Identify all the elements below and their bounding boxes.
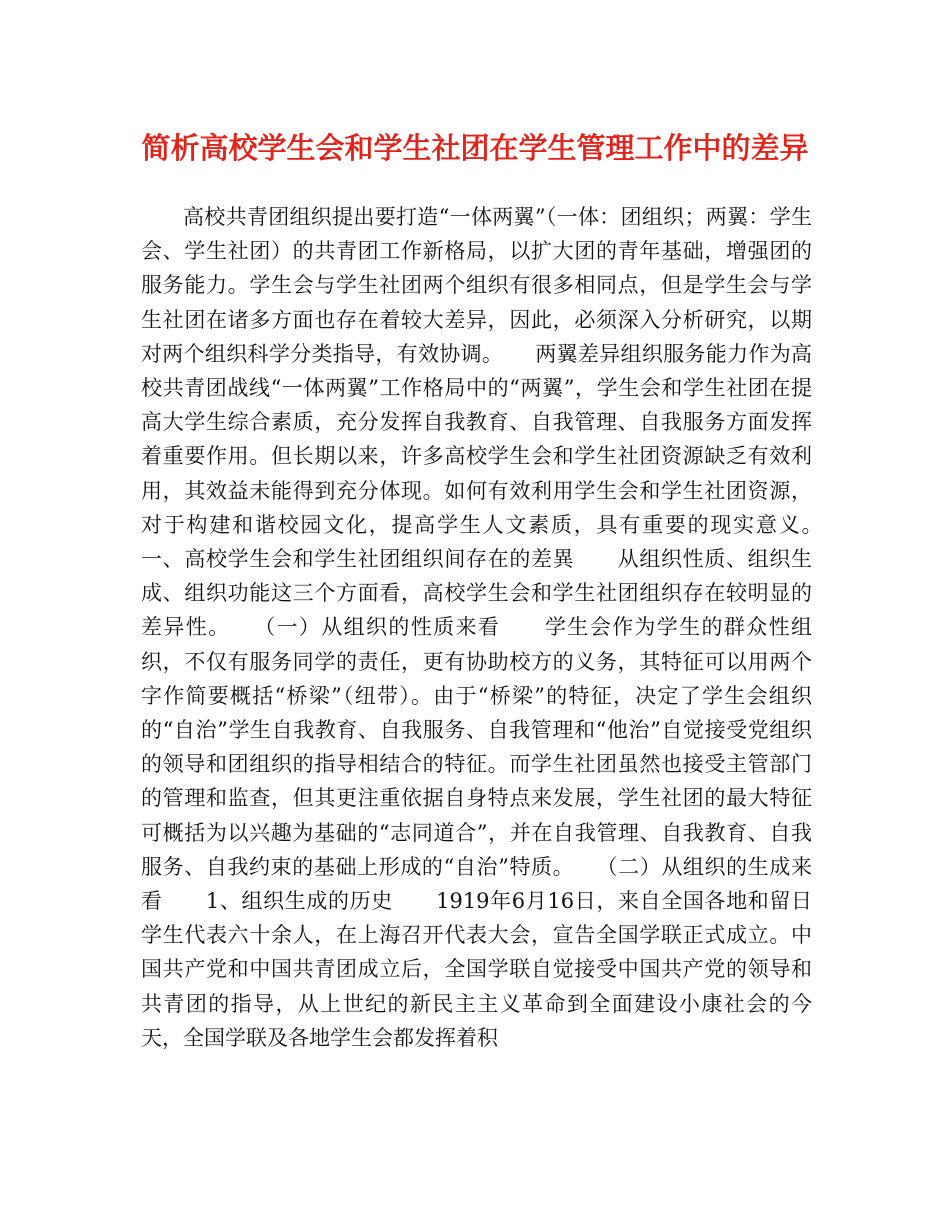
document-title: 简析高校学生会和学生社团在学生管理工作中的差异 [141, 131, 809, 165]
document-body: 高校共青团组织提出要打造“一体两翼”（一体：团组织；两翼：学生会、学生社团）的共青团工作新格局，以扩大团的青年基础，增强团的服务能力。学生会与学生社团两个组织有很多相同点，但是学生会与学生社团在诸多方面也存在着较大差异，因此，必须深入分析研究，以期对两个组织科学分类指导，有效协调。 两翼差异组织服务能力作为高校共青团战线“一体两翼”工作格局中的“两翼”，学生会和学生社团在提高大学生综合素质，充分发挥自我教育、自我管理、自我服务方面发挥着重要作用。但长期以来，许多高校学生会和学生社团资源缺乏有效利用，其效益未能得到充分体现。如何有效利用学生会和学生社团资源，对于构建和谐校园文化，提高学生人文素质，具有重要的现实意义。 一、高校学生会和学生社团组织间存在的差異 从组织性质、组织生成、组织功能这三个方面看，高校学生会和学生社团组织存在较明显的差异性。 （一）从组织的性质来看 学生会作为学生的群众性组织，不仅有服务同学的责任，更有协助校方的义务，其特征可以用两个字作简要概括“桥梁”（纽带）。由于“桥梁”的特征，决定了学生会组织的“自治”学生自我教育、自我服务、自我管理和“他治”自觉接受党组织的领导和团组织的指导相结合的特征。而学生社团虽然也接受主管部门的管理和监查，但其更注重依据自身特点来发展，学生社团的最大特征可概括为以兴趣为基础的“志同道合”，并在自我管理、自我教育、自我服务、自我约束的基础上形成的“自治”特质。 （二）从组织的生成来看 1、组织生成的历史 1919年6月16日，来自全国各地和留日学生代表六十余人，在上海召开代表大会，宣告全国学联正式成立。中国共产党和中国共青团成立后，全国学联自觉接受中国共产党的领导和共青团的指导，从上世纪的新民主主义革命到全面建设小康社会的今天，全国学联及各地学生会都发挥着积 [141, 205, 854, 1050]
